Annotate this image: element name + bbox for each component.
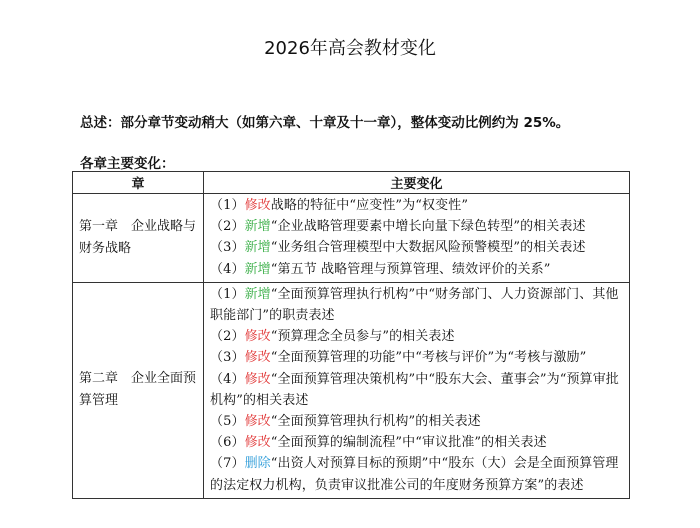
change-item <box>210 237 624 258</box>
change-item <box>210 347 624 368</box>
item-number: （6） <box>210 435 245 451</box>
change-type-modify: 修改 <box>244 350 271 366</box>
changes-cell <box>204 194 630 283</box>
change-type-modify: 修改 <box>244 414 271 430</box>
item-number: （3） <box>210 350 245 366</box>
document-title: 2026年高会教材变化 <box>264 38 436 59</box>
item-text: “全面预算管理执行机构”的相关表述 <box>270 414 481 430</box>
header-main-changes: 主要变化 <box>204 172 630 194</box>
change-item <box>210 453 624 495</box>
item-number: （1） <box>210 286 245 302</box>
item-text: “全面预算的编制流程”中“审议批准”的相关表述 <box>270 435 547 451</box>
change-type-delete: 删除 <box>244 456 271 472</box>
header-chapter: 章 <box>73 172 204 194</box>
change-type-modify: 修改 <box>244 329 271 345</box>
table-header-row <box>73 172 630 194</box>
change-type-add: 新增 <box>244 219 271 235</box>
change-type-add: 新增 <box>244 286 271 302</box>
change-item <box>210 411 624 432</box>
item-text: “第五节 战略管理与预算管理、绩效评价的关系” <box>270 261 551 277</box>
summary-text: 总述：部分章节变动稍大（如第六章、十章及十一章），整体变动比例约为 25%。 <box>80 115 570 131</box>
change-item <box>210 284 624 326</box>
changes-table <box>72 171 630 499</box>
item-text: 战略的特征中“应变性”为“权变性” <box>270 198 469 213</box>
item-text: “全面预算管理的功能”中“考核与评价”为“考核与激励” <box>270 350 587 366</box>
item-text: “企业战略管理要素中增长向量下绿色转型”的相关表述 <box>270 219 586 235</box>
change-type-modify: 修改 <box>244 435 271 451</box>
change-item <box>210 216 624 237</box>
change-type-modify: 修改 <box>244 371 271 387</box>
item-text: “预算理念全员参与”的相关表述 <box>270 329 455 345</box>
change-item <box>210 369 624 411</box>
item-text: “出资人对预算目标的预期”中“股东（大）会是全面预算管理的法定权力机构，负责审议批准公司的年度财务预算方案”的表述 <box>210 456 619 493</box>
table-row <box>73 282 630 498</box>
section-label: 各章主要变化： <box>80 156 175 172</box>
item-number: （3） <box>210 240 245 256</box>
chapter-cell: 第二章 企业全面预算管理 <box>73 282 204 498</box>
chapter-cell: 第一章 企业战略与财务战略 <box>73 194 204 283</box>
changes-cell <box>204 282 630 498</box>
item-number: （5） <box>210 414 245 430</box>
change-item <box>210 259 624 280</box>
table-row <box>73 194 630 283</box>
item-text: “业务组合管理模型中大数据风险预警模型”的相关表述 <box>270 240 586 256</box>
item-number: （1） <box>210 198 245 213</box>
item-number: （2） <box>210 219 245 235</box>
item-number: （2） <box>210 329 245 345</box>
change-type-add: 新增 <box>244 261 271 277</box>
item-text: “全面预算管理决策机构”中“股东大会、董事会”为“预算审批机构”的相关表述 <box>210 371 619 408</box>
item-number: （4） <box>210 371 245 387</box>
item-number: （7） <box>210 456 245 472</box>
item-number: （4） <box>210 261 245 277</box>
change-item <box>210 432 624 453</box>
change-item <box>210 195 624 216</box>
change-type-add: 新增 <box>244 240 271 256</box>
item-text: “全面预算管理执行机构”中“财务部门、人力资源部门、其他职能部门”的职责表述 <box>210 286 619 324</box>
change-type-modify: 修改 <box>244 198 271 213</box>
change-item <box>210 326 624 347</box>
